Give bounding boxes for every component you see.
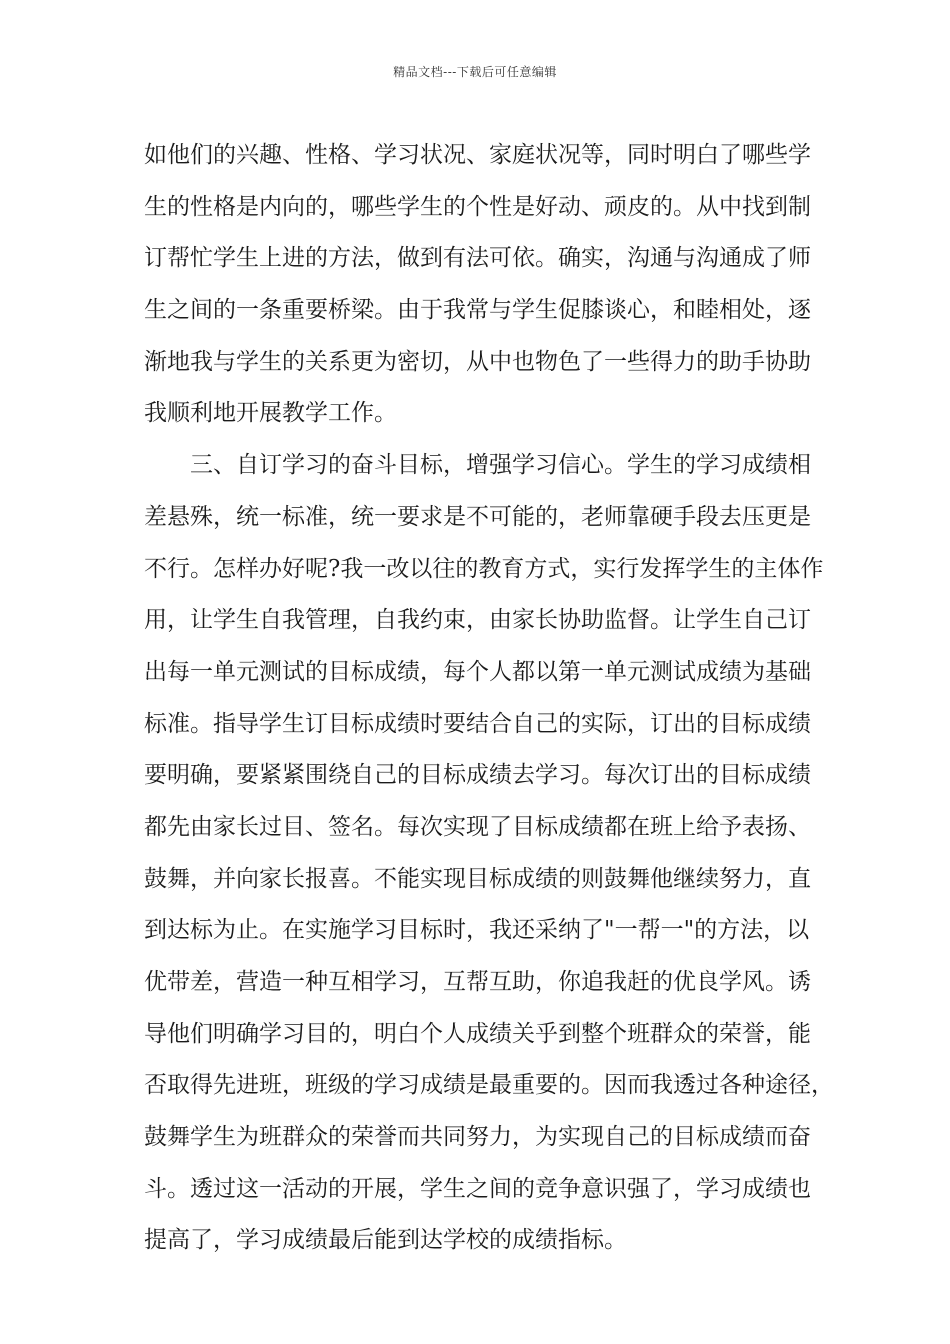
text-line: 鼓舞学生为班群众的荣誉而共同努力，为实现自己的目标成绩而奋 [144, 1124, 811, 1151]
text-line: 标准。指导学生订目标成绩时要结合自己的实际，订出的目标成绩 [144, 710, 811, 737]
body-text [144, 130, 834, 1267]
paragraph-start-line: 三、自订学习的奋斗目标，增强学习信心。学生的学习成绩相 [190, 452, 811, 479]
text-line: 鼓舞，并向家长报喜。不能实现目标成绩的则鼓舞他继续努力，直 [144, 865, 811, 892]
text-line: 到达标为止。在实施学习目标时，我还采纳了"一帮一"的方法，以 [144, 917, 810, 944]
text-line: 优带差，营造一种互相学习，互帮互助，你追我赶的优良学风。诱 [144, 969, 811, 995]
text-line: 生的性格是内向的，哪些学生的个性是好动、顽皮的。从中找到制 [144, 193, 811, 220]
text-line: 不行。怎样办好呢?我一改以往的教育方式，实行发挥学生的主体作 [144, 555, 824, 582]
text-line: 提高了，学习成绩最后能到达学校的成绩指标。 [144, 1227, 627, 1254]
text-line: 订帮忙学生上进的方法，做到有法可依。确实，沟通与沟通成了师 [144, 245, 811, 272]
text-line: 渐地我与学生的关系更为密切，从中也物色了一些得力的助手协助 [144, 348, 811, 375]
text-line: 出每一单元测试的目标成绩，每个人都以第一单元测试成绩为基础 [144, 658, 811, 685]
text-line: 差悬殊，统一标准，统一要求是不可能的，老师靠硬手段去压更是 [144, 503, 811, 530]
text-line: 都先由家长过目、签名。每次实现了目标成绩都在班上给予表扬、 [144, 813, 811, 840]
text-line: 否取得先进班，班级的学习成绩是最重要的。因而我透过各种途径， [144, 1072, 834, 1099]
page-header: 精品文档---下载后可任意编辑 [393, 65, 557, 79]
text-line: 导他们明确学习目的，明白个人成绩关乎到整个班群众的荣誉，能 [144, 1020, 811, 1047]
text-line: 用，让学生自我管理，自我约束，由家长协助监督。让学生自己订 [144, 607, 811, 634]
text-line: 如他们的兴趣、性格、学习状况、家庭状况等，同时明白了哪些学 [144, 142, 811, 168]
text-line: 生之间的一条重要桥梁。由于我常与学生促膝谈心，和睦相处，逐 [144, 297, 811, 324]
text-line: 要明确，要紧紧围绕自己的目标成绩去学习。每次订出的目标成绩 [144, 762, 811, 789]
text-line: 斗。透过这一活动的开展，学生之间的竞争意识强了，学习成绩也 [144, 1175, 811, 1202]
text-line: 我顺利地开展教学工作。 [144, 400, 397, 427]
